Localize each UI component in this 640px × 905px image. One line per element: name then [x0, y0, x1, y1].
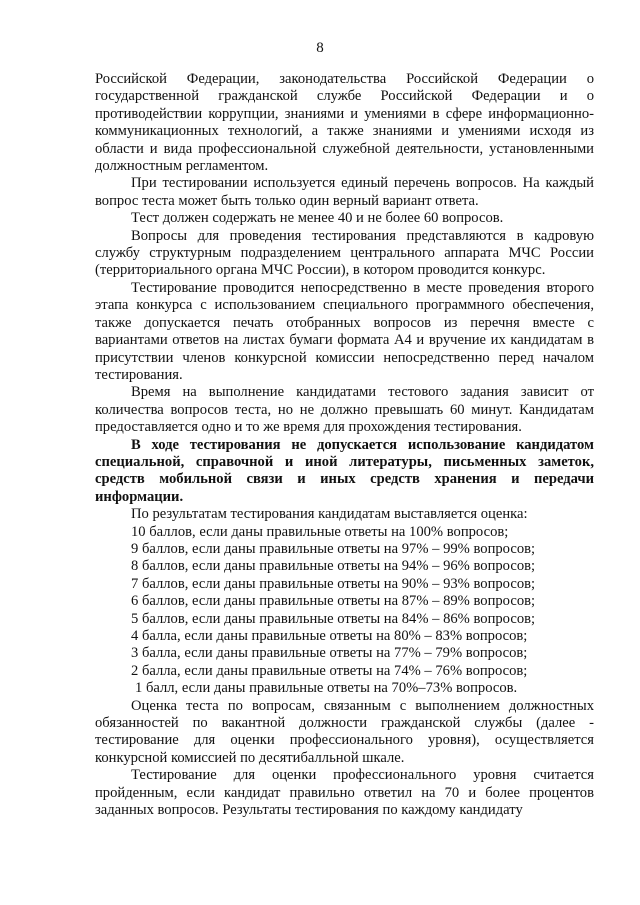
list-item: 8 баллов, если даны правильные ответы на 94% – 96% вопросов; [131, 558, 536, 575]
list-item: 3 балла, если даны правильные ответы на 77% – 79% вопросов; [131, 645, 528, 662]
list-item: 10 баллов, если даны правильные ответы на 100% вопросов; [131, 523, 509, 540]
paragraph-1: Российской Федерации, законодательства Российской Федерации о государственной гражданской службе Российской Федерации и о противодействии коррупции, знаниями и умениями в сфере информационно-коммуникационных технологий, а также знаниями и умениями исходя из области и вида профессиональной служебной деятельности, установленными должностным регламентом. [95, 71, 594, 175]
paragraph-8: По результатам тестирования кандидатам выставляется оценка: [131, 506, 528, 523]
paragraph-2: При тестировании используется единый перечень вопросов. На каждый вопрос теста может быть только один верный вариант ответа. [95, 175, 594, 209]
grades-list [95, 524, 594, 698]
paragraph-10: Тестирование для оценки профессионального уровня считается пройденным, если кандидат правильно ответил на 70 и более процентов заданных вопросов. Результаты тестирования по каждому кандидату [95, 767, 594, 819]
paragraph-5: Тестирование проводится непосредственно в месте проведения второго этапа конкурса с использованием специального программного обеспечения, также допускается печать отобранных вопросов из перечня вместе с вариантами ответов на листах бумаги формата А4 и вручение их кандидатам в присутствии членов конкурсной комиссии непосредственно перед началом тестирования. [95, 279, 594, 383]
paragraph-3: Тест должен содержать не менее 40 и не более 60 вопросов. [131, 210, 504, 227]
list-item: 6 баллов, если даны правильные ответы на 87% – 89% вопросов; [131, 593, 536, 610]
paragraph-7: В ходе тестирования не допускается использование кандидатом специальной, справочной и иной литературы, письменных заметок, средств мобильной связи и иных средств хранения и передачи информации. [95, 436, 594, 505]
paragraph-6: Время на выполнение кандидатами тестового задания зависит от количества вопросов теста, но не должно превышать 60 минут. Кандидатам предоставляется одно и то же время для прохождения тестирования. [95, 384, 594, 436]
document-body [95, 71, 594, 819]
paragraph-4: Вопросы для проведения тестирования представляются в кадровую службу структурным подразделением центрального аппарата МЧС России (территориального органа МЧС России), в котором проводится конкурс. [95, 227, 594, 279]
list-item: 1 балл, если даны правильные ответы на 70%–73% вопросов. [135, 680, 518, 697]
list-item: 5 баллов, если даны правильные ответы на 84% – 86% вопросов; [131, 610, 536, 627]
list-item: 7 баллов, если даны правильные ответы на 90% – 93% вопросов; [131, 575, 536, 592]
list-item: 9 баллов, если даны правильные ответы на 97% – 99% вопросов; [131, 540, 536, 557]
list-item: 4 балла, если даны правильные ответы на 80% – 83% вопросов; [131, 628, 528, 644]
page-number: 8 [316, 40, 324, 56]
paragraph-9: Оценка теста по вопросам, связанным с выполнением должностных обязанностей по вакантной должности гражданской службы (далее - тестирование для оценки профессионального уровня), осуществляется конкурсной комиссией по десятибалльной шкале. [95, 697, 594, 766]
list-item: 2 балла, если даны правильные ответы на 74% – 76% вопросов; [131, 662, 528, 679]
